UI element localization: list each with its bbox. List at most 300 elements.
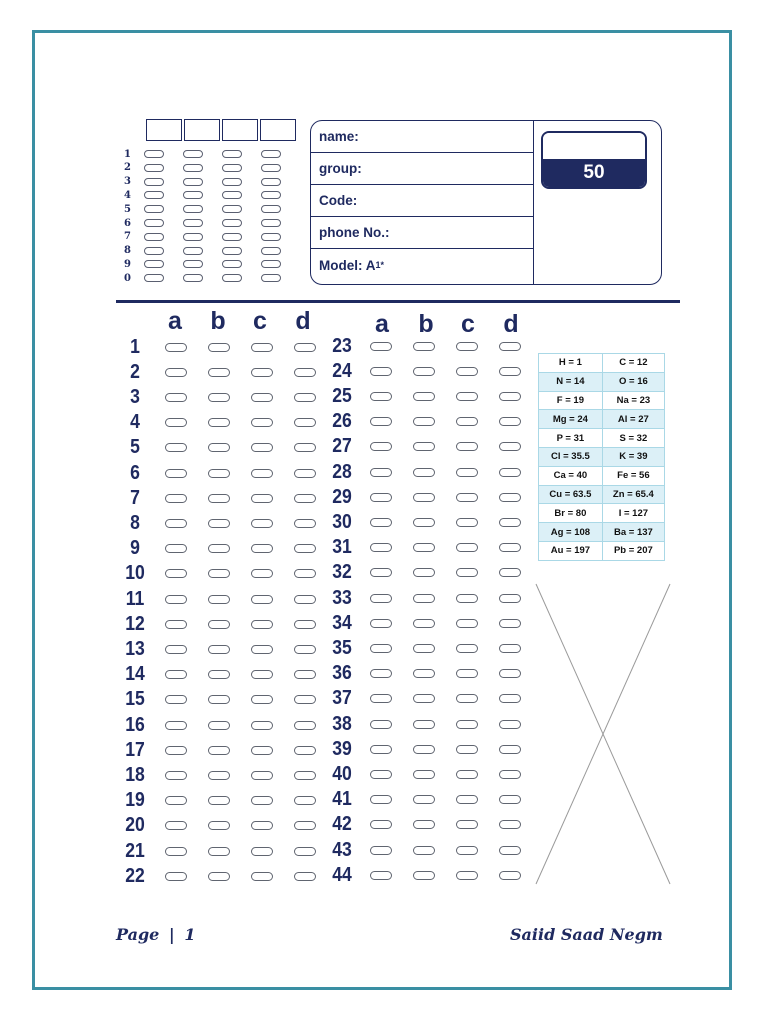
answer-bubble-a[interactable]	[370, 820, 392, 829]
answer-bubble-d[interactable]	[294, 368, 316, 377]
right-option-header-c: c	[461, 310, 475, 338]
answer-bubble-b[interactable]	[413, 543, 435, 552]
answer-bubble-b[interactable]	[208, 393, 230, 402]
phone-field[interactable]: phone No.:	[311, 217, 533, 249]
answer-bubble-a[interactable]	[370, 594, 392, 603]
question-number: 18	[125, 763, 145, 786]
answer-bubble-b[interactable]	[208, 418, 230, 427]
atomic-mass-cell: Au = 197	[539, 541, 603, 560]
answer-bubble-b[interactable]	[413, 795, 435, 804]
answer-bubble-a[interactable]	[370, 417, 392, 426]
id-entry-box[interactable]	[260, 119, 296, 141]
answer-bubble-b[interactable]	[413, 468, 435, 477]
id-bubble[interactable]	[261, 219, 281, 227]
id-digit-row	[124, 202, 300, 216]
right-option-header-b: b	[418, 310, 434, 338]
answer-bubble-d[interactable]	[294, 443, 316, 452]
answer-bubble-c[interactable]	[251, 595, 273, 604]
answer-bubble-d[interactable]	[294, 847, 316, 856]
cancelled-area-cross	[532, 580, 674, 890]
question-number: 10	[125, 562, 145, 585]
answer-bubble-a[interactable]	[165, 418, 187, 427]
answer-bubble-a[interactable]	[165, 393, 187, 402]
answer-bubble-a[interactable]	[370, 846, 392, 855]
id-bubble[interactable]	[183, 178, 203, 186]
answer-bubble-b[interactable]	[208, 771, 230, 780]
answer-bubble-a[interactable]	[370, 518, 392, 527]
question-row	[326, 689, 521, 709]
answer-bubble-d[interactable]	[499, 543, 521, 552]
answer-bubble-b[interactable]	[413, 820, 435, 829]
answer-bubble-a[interactable]	[165, 469, 187, 478]
id-bubble[interactable]	[183, 233, 203, 241]
score-entry-area[interactable]	[543, 133, 645, 159]
id-bubble[interactable]	[144, 247, 164, 255]
answer-bubble-a[interactable]	[165, 368, 187, 377]
answer-bubble-c[interactable]	[456, 694, 478, 703]
id-bubble[interactable]	[261, 260, 281, 268]
id-bubble[interactable]	[144, 233, 164, 241]
question-number: 8	[130, 511, 140, 534]
answer-bubble-b[interactable]	[208, 796, 230, 805]
question-row	[120, 337, 316, 357]
answer-bubble-a[interactable]	[370, 468, 392, 477]
id-bubble[interactable]	[144, 219, 164, 227]
answer-bubble-b[interactable]	[208, 620, 230, 629]
id-bubble[interactable]	[261, 233, 281, 241]
answer-bubble-b[interactable]	[413, 846, 435, 855]
id-bubble[interactable]	[144, 205, 164, 213]
answer-bubble-d[interactable]	[499, 568, 521, 577]
answer-bubble-c[interactable]	[251, 847, 273, 856]
id-bubble[interactable]	[183, 150, 203, 158]
answer-bubble-b[interactable]	[208, 544, 230, 553]
question-row	[326, 613, 521, 633]
answer-bubble-b[interactable]	[413, 871, 435, 880]
answer-bubble-c[interactable]	[251, 569, 273, 578]
left-option-header-a: a	[168, 307, 182, 335]
answer-bubble-d[interactable]	[294, 569, 316, 578]
answer-bubble-d[interactable]	[294, 721, 316, 730]
id-bubble[interactable]	[144, 178, 164, 186]
answer-bubble-a[interactable]	[165, 771, 187, 780]
id-bubble[interactable]	[222, 260, 242, 268]
answer-bubble-a[interactable]	[370, 694, 392, 703]
answer-bubble-b[interactable]	[413, 770, 435, 779]
answer-bubble-d[interactable]	[499, 392, 521, 401]
answer-bubble-b[interactable]	[413, 669, 435, 678]
id-digit-row	[124, 216, 300, 230]
answer-bubble-a[interactable]	[165, 544, 187, 553]
answer-bubble-c[interactable]	[456, 367, 478, 376]
answer-bubble-d[interactable]	[499, 468, 521, 477]
answer-bubble-c[interactable]	[456, 594, 478, 603]
answer-bubble-a[interactable]	[165, 670, 187, 679]
answer-bubble-c[interactable]	[456, 543, 478, 552]
atomic-mass-cell: Mg = 24	[539, 410, 603, 429]
answer-bubble-c[interactable]	[456, 720, 478, 729]
id-entry-box[interactable]	[184, 119, 220, 141]
question-row	[326, 764, 521, 784]
id-bubble[interactable]	[183, 260, 203, 268]
answer-bubble-c[interactable]	[456, 392, 478, 401]
answer-bubble-c[interactable]	[251, 620, 273, 629]
question-row	[120, 438, 316, 458]
answer-bubble-b[interactable]	[413, 342, 435, 351]
question-row	[120, 740, 316, 760]
atomic-mass-cell: Fe = 56	[602, 466, 664, 485]
id-bubble[interactable]	[183, 247, 203, 255]
group-field[interactable]: group:	[311, 153, 533, 185]
answer-bubble-b[interactable]	[208, 746, 230, 755]
question-row	[120, 513, 316, 533]
question-row	[326, 790, 521, 810]
atomic-mass-cell: H = 1	[539, 354, 603, 373]
answer-bubble-c[interactable]	[456, 871, 478, 880]
question-row	[120, 413, 316, 433]
id-bubble[interactable]	[222, 191, 242, 199]
answer-bubble-a[interactable]	[165, 620, 187, 629]
answer-bubble-a[interactable]	[370, 720, 392, 729]
answer-bubble-b[interactable]	[208, 872, 230, 881]
answer-bubble-a[interactable]	[165, 721, 187, 730]
code-field[interactable]: Code:	[311, 185, 533, 217]
id-bubble[interactable]	[144, 274, 164, 282]
answer-bubble-a[interactable]	[165, 494, 187, 503]
answer-bubble-b[interactable]	[208, 368, 230, 377]
answer-bubble-c[interactable]	[251, 393, 273, 402]
id-bubble[interactable]	[222, 233, 242, 241]
answer-bubble-b[interactable]	[208, 645, 230, 654]
answer-bubble-d[interactable]	[499, 644, 521, 653]
answer-bubble-b[interactable]	[413, 568, 435, 577]
answer-bubble-c[interactable]	[456, 669, 478, 678]
id-bubble[interactable]	[144, 191, 164, 199]
answer-bubble-a[interactable]	[370, 543, 392, 552]
model-subscript: 1	[375, 260, 381, 270]
atomic-mass-cell: Al = 27	[602, 410, 664, 429]
answer-bubble-a[interactable]	[370, 392, 392, 401]
answer-bubble-a[interactable]	[165, 746, 187, 755]
question-row	[326, 487, 521, 507]
answer-bubble-c[interactable]	[251, 343, 273, 352]
answer-bubble-b[interactable]	[208, 343, 230, 352]
answer-bubble-a[interactable]	[370, 493, 392, 502]
answer-bubble-b[interactable]	[413, 417, 435, 426]
answer-bubble-d[interactable]	[499, 720, 521, 729]
answer-bubble-c[interactable]	[456, 770, 478, 779]
answer-bubble-b[interactable]	[413, 694, 435, 703]
question-number: 36	[332, 662, 352, 685]
question-row	[120, 791, 316, 811]
atomic-mass-row	[539, 410, 665, 429]
id-digit-row	[124, 257, 300, 271]
answer-bubble-d[interactable]	[294, 595, 316, 604]
id-bubble[interactable]	[261, 150, 281, 158]
id-bubble[interactable]	[144, 164, 164, 172]
answer-bubble-b[interactable]	[208, 569, 230, 578]
answer-bubble-c[interactable]	[251, 771, 273, 780]
answer-bubble-a[interactable]	[370, 871, 392, 880]
answer-bubble-b[interactable]	[413, 392, 435, 401]
id-digit-label: 4	[124, 189, 131, 201]
answer-bubble-d[interactable]	[499, 417, 521, 426]
question-number: 23	[332, 334, 352, 357]
answer-bubble-c[interactable]	[456, 644, 478, 653]
answer-bubble-c[interactable]	[456, 846, 478, 855]
answer-bubble-d[interactable]	[499, 619, 521, 628]
id-bubble[interactable]	[222, 205, 242, 213]
answer-bubble-b[interactable]	[413, 594, 435, 603]
id-digit-row	[124, 175, 300, 189]
question-number: 37	[332, 687, 352, 710]
answer-bubble-d[interactable]	[499, 745, 521, 754]
id-digit-row	[124, 271, 300, 285]
answer-bubble-d[interactable]	[294, 393, 316, 402]
question-number: 14	[125, 663, 145, 686]
id-bubble[interactable]	[183, 191, 203, 199]
question-number: 42	[332, 813, 352, 836]
left-option-header-b: b	[210, 307, 226, 335]
answer-bubble-a[interactable]	[165, 821, 187, 830]
id-bubble[interactable]	[261, 247, 281, 255]
answer-bubble-d[interactable]	[499, 367, 521, 376]
answer-bubble-b[interactable]	[413, 745, 435, 754]
question-row	[120, 614, 316, 634]
answer-bubble-c[interactable]	[456, 820, 478, 829]
answer-bubble-c[interactable]	[251, 746, 273, 755]
id-digit-label: 6	[124, 217, 131, 229]
answer-bubble-b[interactable]	[208, 469, 230, 478]
question-number: 19	[125, 789, 145, 812]
id-entry-box[interactable]	[146, 119, 182, 141]
id-bubble[interactable]	[261, 178, 281, 186]
answer-bubble-a[interactable]	[165, 872, 187, 881]
answer-bubble-d[interactable]	[499, 518, 521, 527]
answer-bubble-d[interactable]	[294, 796, 316, 805]
id-bubble[interactable]	[222, 150, 242, 158]
answer-bubble-c[interactable]	[456, 493, 478, 502]
question-number: 44	[332, 863, 352, 886]
answer-bubble-c[interactable]	[251, 544, 273, 553]
answer-bubble-b[interactable]	[208, 595, 230, 604]
answer-bubble-c[interactable]	[251, 821, 273, 830]
atomic-mass-cell: Br = 80	[539, 504, 603, 523]
answer-bubble-b[interactable]	[208, 670, 230, 679]
answer-bubble-b[interactable]	[413, 720, 435, 729]
page-separator: |	[168, 925, 175, 944]
question-number: 4	[130, 411, 140, 434]
name-field[interactable]: name:	[311, 121, 533, 153]
answer-bubble-c[interactable]	[456, 342, 478, 351]
answer-bubble-d[interactable]	[294, 544, 316, 553]
answer-bubble-c[interactable]	[251, 721, 273, 730]
answer-bubble-d[interactable]	[294, 469, 316, 478]
question-row	[326, 538, 521, 558]
answer-bubble-c[interactable]	[456, 795, 478, 804]
answer-bubble-a[interactable]	[165, 595, 187, 604]
question-row	[326, 638, 521, 658]
answer-bubble-c[interactable]	[251, 368, 273, 377]
answer-bubble-d[interactable]	[499, 493, 521, 502]
answer-bubble-d[interactable]	[294, 645, 316, 654]
answer-bubble-b[interactable]	[208, 519, 230, 528]
answer-bubble-c[interactable]	[251, 443, 273, 452]
answer-bubble-b[interactable]	[413, 442, 435, 451]
answer-bubble-c[interactable]	[251, 695, 273, 704]
id-bubble[interactable]	[183, 164, 203, 172]
answer-bubble-d[interactable]	[499, 594, 521, 603]
answer-bubble-c[interactable]	[251, 469, 273, 478]
answer-bubble-d[interactable]	[499, 342, 521, 351]
question-number: 17	[125, 738, 145, 761]
answer-bubble-d[interactable]	[294, 670, 316, 679]
answer-bubble-b[interactable]	[413, 493, 435, 502]
answer-bubble-c[interactable]	[251, 645, 273, 654]
answer-bubble-b[interactable]	[413, 619, 435, 628]
author-name: Saiid Saad Negm	[510, 925, 663, 944]
answer-bubble-d[interactable]	[499, 770, 521, 779]
id-bubble[interactable]	[222, 274, 242, 282]
question-number: 29	[332, 485, 352, 508]
answer-bubble-d[interactable]	[294, 418, 316, 427]
question-row	[120, 816, 316, 836]
answer-bubble-b[interactable]	[208, 695, 230, 704]
question-number: 15	[125, 688, 145, 711]
answer-bubble-a[interactable]	[370, 644, 392, 653]
answer-bubble-b[interactable]	[413, 644, 435, 653]
answer-bubble-a[interactable]	[370, 795, 392, 804]
answer-bubble-a[interactable]	[165, 695, 187, 704]
answer-bubble-d[interactable]	[294, 821, 316, 830]
answer-bubble-d[interactable]	[294, 519, 316, 528]
section-divider	[116, 300, 680, 303]
answer-bubble-b[interactable]	[208, 443, 230, 452]
answer-bubble-a[interactable]	[165, 519, 187, 528]
id-bubble[interactable]	[222, 164, 242, 172]
question-row	[326, 840, 521, 860]
question-row	[326, 412, 521, 432]
answer-bubble-a[interactable]	[165, 847, 187, 856]
answer-bubble-d[interactable]	[499, 694, 521, 703]
id-bubble[interactable]	[183, 205, 203, 213]
id-digit-label: 9	[124, 258, 131, 270]
answer-bubble-a[interactable]	[370, 342, 392, 351]
id-bubble[interactable]	[261, 274, 281, 282]
question-number: 22	[125, 864, 145, 887]
question-number: 27	[332, 435, 352, 458]
answer-bubble-a[interactable]	[370, 669, 392, 678]
id-digit-label: 3	[124, 176, 131, 188]
id-bubble[interactable]	[183, 219, 203, 227]
answer-bubble-a[interactable]	[165, 796, 187, 805]
id-bubble[interactable]	[144, 260, 164, 268]
question-number: 43	[332, 838, 352, 861]
question-row	[326, 815, 521, 835]
atomic-mass-cell: K = 39	[602, 447, 664, 466]
answer-bubble-d[interactable]	[294, 872, 316, 881]
answer-bubble-c[interactable]	[251, 519, 273, 528]
answer-bubble-a[interactable]	[370, 745, 392, 754]
atomic-mass-row	[539, 372, 665, 391]
answer-bubble-c[interactable]	[456, 568, 478, 577]
answer-bubble-a[interactable]	[370, 568, 392, 577]
question-row	[326, 563, 521, 583]
answer-bubble-c[interactable]	[456, 619, 478, 628]
id-bubble[interactable]	[222, 219, 242, 227]
answer-bubble-b[interactable]	[208, 494, 230, 503]
id-digit-label: 0	[124, 272, 131, 284]
question-row	[326, 588, 521, 608]
id-bubble[interactable]	[261, 205, 281, 213]
id-bubble[interactable]	[183, 274, 203, 282]
question-row	[120, 539, 316, 559]
answer-bubble-c[interactable]	[251, 670, 273, 679]
answer-bubble-c[interactable]	[251, 494, 273, 503]
answer-bubble-c[interactable]	[456, 518, 478, 527]
answer-bubble-a[interactable]	[370, 770, 392, 779]
answer-bubble-d[interactable]	[499, 820, 521, 829]
id-bubble[interactable]	[222, 178, 242, 186]
question-number: 11	[125, 587, 145, 610]
answer-bubble-a[interactable]	[165, 569, 187, 578]
answer-bubble-d[interactable]	[499, 669, 521, 678]
id-bubble[interactable]	[222, 247, 242, 255]
atomic-mass-cell: Cu = 63.5	[539, 485, 603, 504]
question-number: 2	[130, 360, 140, 383]
answer-bubble-c[interactable]	[251, 796, 273, 805]
atomic-mass-cell: P = 31	[539, 429, 603, 448]
id-bubble[interactable]	[261, 164, 281, 172]
id-bubble[interactable]	[261, 191, 281, 199]
answer-bubble-d[interactable]	[499, 871, 521, 880]
answer-bubble-d[interactable]	[499, 846, 521, 855]
answer-bubble-a[interactable]	[165, 343, 187, 352]
id-bubble[interactable]	[144, 150, 164, 158]
answer-bubble-d[interactable]	[294, 771, 316, 780]
id-digit-row	[124, 230, 300, 244]
question-number: 7	[130, 486, 140, 509]
answer-bubble-a[interactable]	[370, 442, 392, 451]
answer-bubble-c[interactable]	[456, 468, 478, 477]
answer-bubble-a[interactable]	[370, 367, 392, 376]
atomic-mass-cell: C = 12	[602, 354, 664, 373]
answer-bubble-d[interactable]	[499, 442, 521, 451]
answer-bubble-d[interactable]	[294, 343, 316, 352]
answer-bubble-c[interactable]	[251, 418, 273, 427]
answer-bubble-d[interactable]	[294, 620, 316, 629]
answer-bubble-c[interactable]	[456, 417, 478, 426]
answer-bubble-c[interactable]	[456, 442, 478, 451]
question-row	[326, 865, 521, 885]
answer-bubble-d[interactable]	[294, 494, 316, 503]
answer-bubble-d[interactable]	[499, 795, 521, 804]
answer-bubble-b[interactable]	[413, 367, 435, 376]
answer-bubble-c[interactable]	[456, 745, 478, 754]
answer-bubble-b[interactable]	[413, 518, 435, 527]
answer-bubble-b[interactable]	[208, 847, 230, 856]
answer-bubble-a[interactable]	[165, 645, 187, 654]
answer-bubble-a[interactable]	[165, 443, 187, 452]
id-entry-box[interactable]	[222, 119, 258, 141]
answer-bubble-b[interactable]	[208, 821, 230, 830]
answer-bubble-a[interactable]	[370, 619, 392, 628]
answer-bubble-d[interactable]	[294, 746, 316, 755]
answer-bubble-c[interactable]	[251, 872, 273, 881]
question-number: 32	[332, 561, 352, 584]
answer-bubble-d[interactable]	[294, 695, 316, 704]
answer-bubble-b[interactable]	[208, 721, 230, 730]
